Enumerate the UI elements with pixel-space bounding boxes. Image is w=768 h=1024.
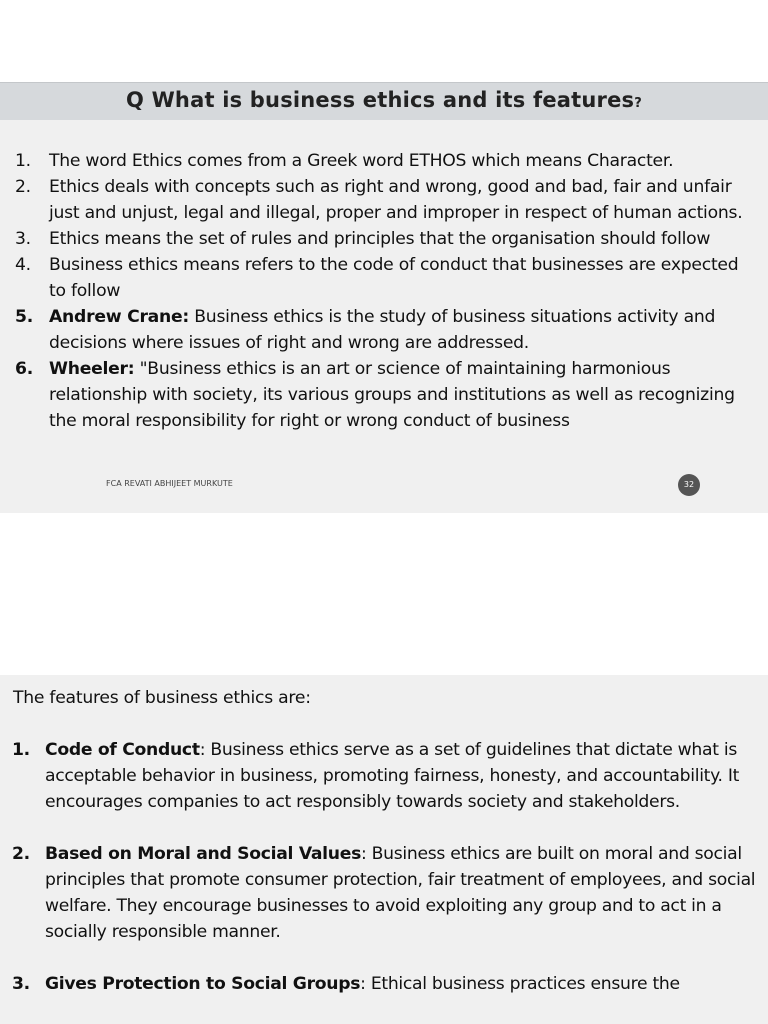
slide-business-ethics-features [0,675,768,1024]
item-number: 1. [15,151,31,171]
features-list [0,737,762,1023]
feature-text: : Business ethics serve as a set of guidelines that dictate what is acceptable behavior in business, promoting fairness, honesty, and accountability. It encourages companies to act responsibly towards society and stakeholders. [45,740,740,812]
feature-heading: Based on Moral and Social Values [45,844,361,864]
item-number: 3. [12,974,30,994]
item-text: Business ethics means refers to the code of conduct that businesses are expected to follow [49,255,739,301]
feature-heading: Gives Protection to Social Groups [45,974,361,994]
slide-title: Q What is business ethics and its features? [126,88,642,112]
features-intro: The features of business ethics are: [13,688,311,708]
slide-title-bar [0,82,768,120]
slide-business-ethics-definition [0,82,768,513]
item-text: The word Ethics comes from a Greek word ETHOS which means Character. [49,151,674,171]
feature-text: : Business ethics are built on moral and social principles that promote consumer protection, fair treatment of employees, and social welfare. They encourage businesses to avoid exploiting any group and to act in a socially responsible manner. [45,844,756,942]
item-lead: Wheeler: [49,359,135,379]
item-number: 3. [15,229,31,249]
list-item [0,174,760,226]
item-lead: Andrew Crane: [49,307,190,327]
slide-footer-author: FCA REVATI ABHIJEET MURKUTE [106,479,233,488]
item-text: Business ethics is the study of business situations activity and decisions where issues of right and wrong are addressed. [49,307,716,353]
list-item [0,252,760,304]
item-number: 6. [15,359,33,379]
item-text: Ethics deals with concepts such as right and wrong, good and bad, fair and unfair just and unjust, legal and illegal, proper and improper in respect of human actions. [49,177,743,223]
list-item [0,737,762,815]
list-item [0,304,760,356]
item-text: "Business ethics is an art or science of maintaining harmonious relationship with society, its various groups and institutions as well as recognizing the moral responsibility for right or wrong conduct of business [49,359,735,431]
item-number: 4. [15,255,31,275]
definition-list [0,148,760,434]
item-text: Ethics means the set of rules and principles that the organisation should follow [49,229,711,249]
item-number: 2. [15,177,31,197]
list-item [0,356,760,434]
list-item [0,148,760,174]
item-number: 5. [15,307,33,327]
title-question-mark: ? [634,96,642,111]
list-item [0,841,762,945]
item-number: 2. [12,844,30,864]
list-item [0,971,762,997]
feature-text: : Ethical business practices ensure the [360,974,680,994]
feature-heading: Code of Conduct [45,740,200,760]
item-number: 1. [12,740,30,760]
page-number-badge: 32 [678,474,700,496]
list-item [0,226,760,252]
